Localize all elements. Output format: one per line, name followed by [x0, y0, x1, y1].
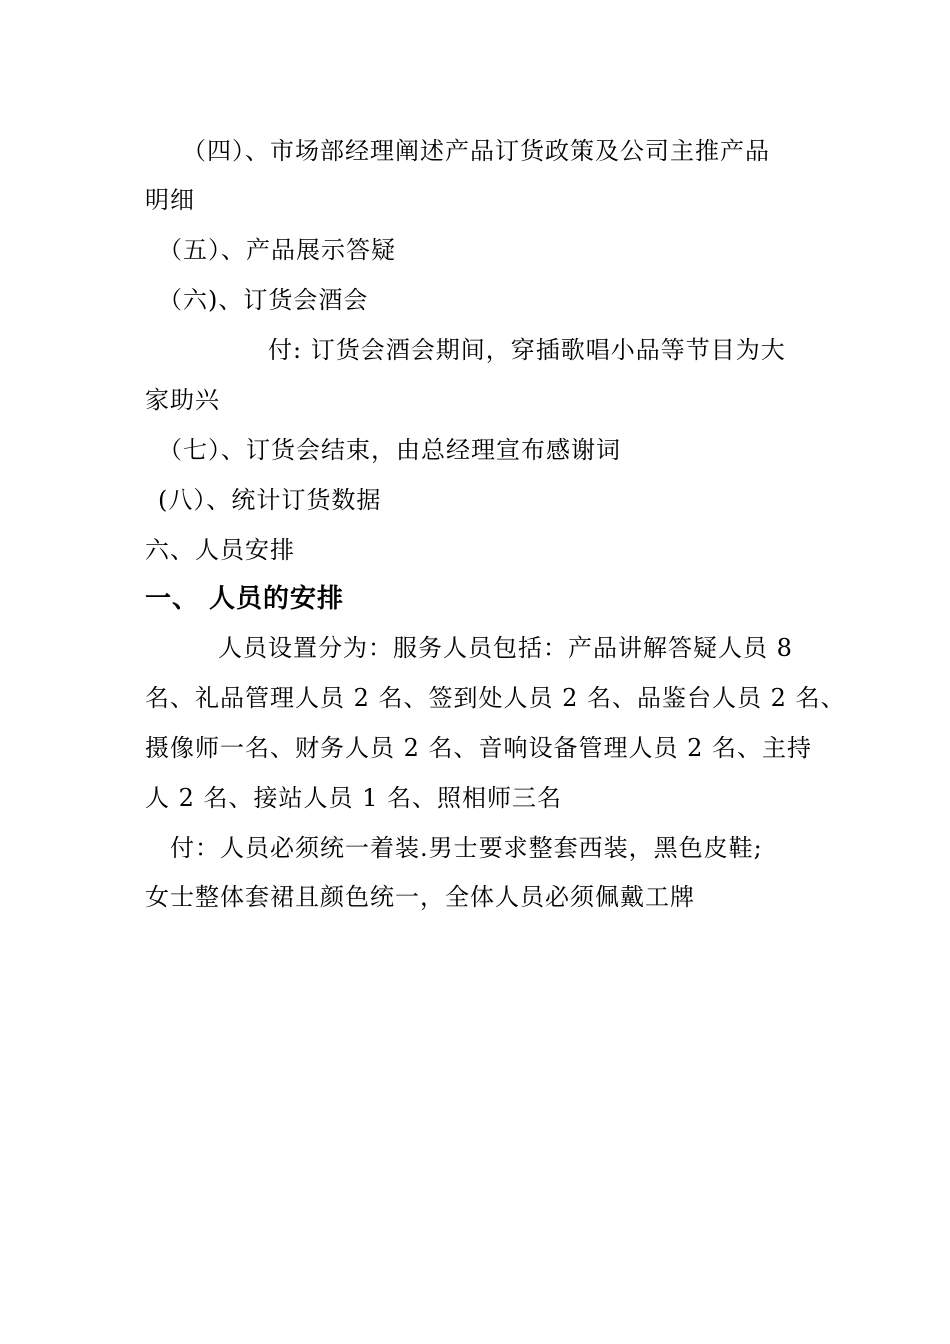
item-four-line2: 明细: [145, 186, 195, 214]
dress-note-line1: 付：人员必须统一着装.男士要求整套西装，黑色皮鞋;: [170, 834, 763, 862]
staff-para-line2: 名、礼品管理人员 2 名、签到处人员 2 名、品鉴台人员 2 名、: [145, 684, 846, 712]
item-five: （五）、产品展示答疑: [158, 236, 396, 264]
staff-para-line1: 人员设置分为：服务人员包括：产品讲解答疑人员 8: [218, 634, 793, 662]
item-eight: (八）、统计订货数据: [158, 486, 382, 514]
staff-para-line3: 摄像师一名、财务人员 2 名、音响设备管理人员 2 名、主持: [145, 734, 813, 762]
staff-para-line4: 人 2 名、接站人员 1 名、照相师三名: [145, 784, 563, 812]
item-six: （六)、订货会酒会: [158, 286, 369, 314]
section-heading: 一、 人员的安排: [145, 584, 345, 614]
item-seven: （七）、订货会结束，由总经理宣布感谢词: [158, 436, 621, 464]
section-six-title: 六、人员安排: [145, 536, 295, 564]
dress-note-line2: 女士整体套裙且颜色统一，全体人员必须佩戴工牌: [145, 883, 695, 911]
note-line2: 家助兴: [145, 386, 220, 414]
note-line1: 付: 订货会酒会期间，穿插歌唱小品等节目为大: [268, 336, 786, 364]
item-four-line1: （四）、市场部经理阐述产品订货政策及公司主推产品: [182, 137, 770, 165]
